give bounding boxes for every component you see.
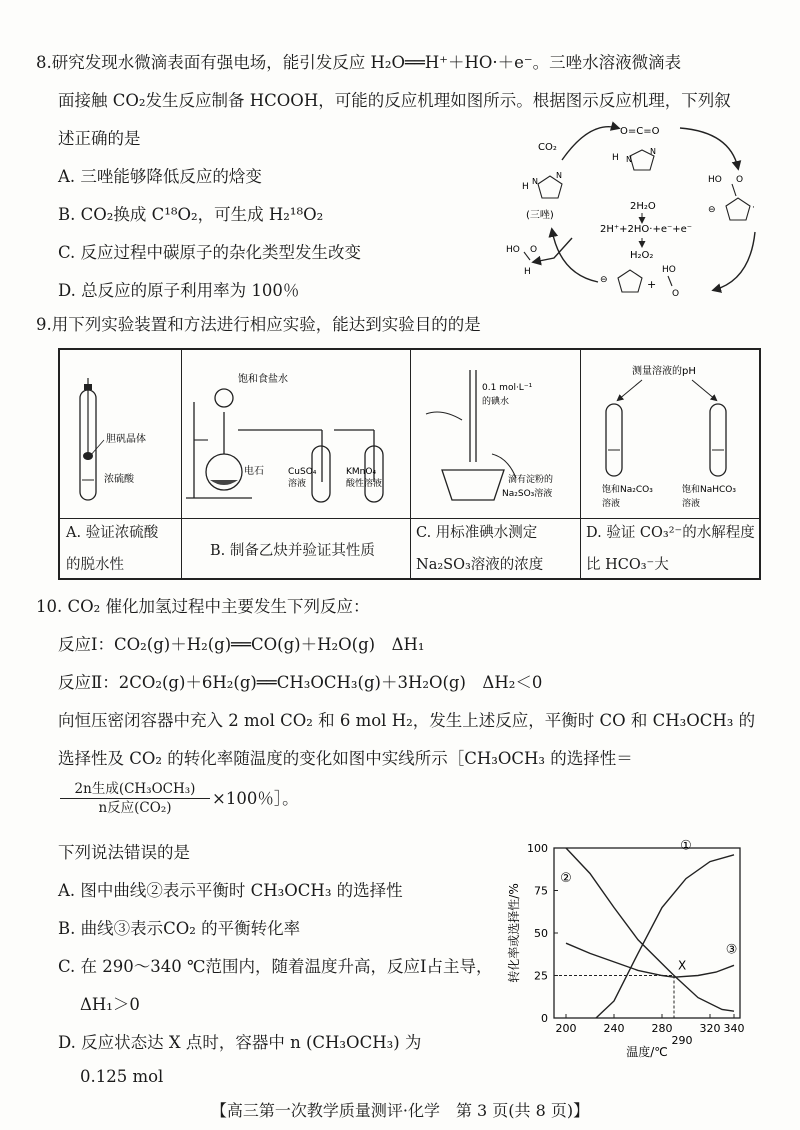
cell-c-caption-2: Na₂SO₃溶液的浓度 xyxy=(416,557,544,573)
y-tick-label: 50 xyxy=(534,927,548,940)
svg-text:测量溶液的pH: 测量溶液的pH xyxy=(632,366,696,377)
svg-text:O: O xyxy=(736,175,744,185)
mechanism-diagram xyxy=(500,112,780,308)
svg-text:H: H xyxy=(524,267,531,277)
q8-stem-line1: 8.研究发现水微滴表面有强电场，能引发反应 H₂O══H⁺＋HO·＋e⁻。三唑水溶液微滴表 xyxy=(36,53,682,72)
svg-text:溶液: 溶液 xyxy=(602,499,621,509)
svg-text:N: N xyxy=(650,147,656,156)
svg-text:H: H xyxy=(612,153,619,163)
svg-text:N: N xyxy=(626,155,632,164)
y-tick-label: 100 xyxy=(527,842,548,855)
apparatus-d xyxy=(582,350,762,518)
x-tick-label: 200 xyxy=(555,1022,577,1035)
label-copper-sulfate-crystal: 胆矾晶体 xyxy=(106,434,146,445)
q10-option-c-cont: ΔH₁＞0 xyxy=(80,995,140,1014)
q10-paragraph-line2: 选择性及 CO₂ 的转化率随温度的变化如图中实线所示［CH₃OCH₃ 的选择性＝ xyxy=(58,749,633,768)
q8-option-c: C. 反应过程中碳原子的杂化类型发生改变 xyxy=(58,243,362,262)
svg-text:KMnO₄: KMnO₄ xyxy=(346,467,377,477)
selectivity-fraction xyxy=(60,780,210,817)
fraction-denominator: n反应(CO₂) xyxy=(98,800,172,816)
svg-text:饱和Na₂CO₃: 饱和Na₂CO₃ xyxy=(602,485,653,495)
svg-text:HO: HO xyxy=(506,245,520,255)
q8-option-a: A. 三唑能够降低反应的焓变 xyxy=(58,167,262,186)
x-tick-label: 320 xyxy=(699,1022,721,1035)
svg-text:O: O xyxy=(672,289,680,299)
q10-option-a: A. 图中曲线②表示平衡时 CH₃OCH₃ 的选择性 xyxy=(58,881,403,900)
q10-reaction-1: 反应Ⅰ：CO₂(g)＋H₂(g)══CO(g)＋H₂O(g) ΔH₁ xyxy=(58,635,425,654)
q10-option-d-cont: 0.125 mol xyxy=(80,1067,164,1086)
center-h2o2: H₂O₂ xyxy=(630,250,654,261)
series-label-1: ① xyxy=(680,838,692,854)
cell-d-caption-2: 比 HCO₃⁻大 xyxy=(586,557,669,573)
svg-text:滴有淀粉的: 滴有淀粉的 xyxy=(508,475,554,485)
fraction-numerator: 2n生成(CH₃OCH₃) xyxy=(60,780,210,799)
series-line-1 xyxy=(596,855,734,1018)
top-co2-molecule: O=C=O xyxy=(620,126,660,137)
svg-text:O: O xyxy=(530,245,538,255)
center-2h2o: 2H₂O xyxy=(630,201,656,212)
q8-stem-line3: 述正确的是 xyxy=(58,129,141,148)
svg-text:N: N xyxy=(556,171,562,180)
svg-text:⊖: ⊖ xyxy=(708,205,716,215)
q10-option-b: B. 曲线③表示CO₂ 的平衡转化率 xyxy=(58,919,301,938)
svg-text:0.1 mol·L⁻¹: 0.1 mol·L⁻¹ xyxy=(482,383,533,393)
cell-d-caption-1: D. 验证 CO₃²⁻的水解程度 xyxy=(586,525,755,541)
page-footer: 【高三第一次教学质量测评·化学 第 3 页(共 8 页)】 xyxy=(210,1101,590,1120)
apparatus-b xyxy=(182,350,410,518)
apparatus-a xyxy=(60,350,181,518)
selectivity-conversion-chart xyxy=(500,838,770,1060)
center-equation: 2H⁺+2HO·+e⁻+e⁻ xyxy=(600,224,693,235)
q10-ask: 下列说法错误的是 xyxy=(58,843,190,862)
svg-text:HO: HO xyxy=(662,265,676,275)
label-conc-sulfuric-acid: 浓硫酸 xyxy=(104,474,134,485)
q10-reaction-2: 反应Ⅱ：2CO₂(g)＋6H₂(g)══CH₃OCH₃(g)＋3H₂O(g) ΔH₂＜0 xyxy=(58,673,543,692)
svg-text:饱和NaHCO₃: 饱和NaHCO₃ xyxy=(682,485,736,495)
q8-option-d: D. 总反应的原子利用率为 100％ xyxy=(58,281,300,300)
q10-stem: 10. CO₂ 催化加氢过程中主要发生下列反应： xyxy=(36,597,370,616)
label-saturated-brine: 饱和食盐水 xyxy=(238,374,288,385)
plot-frame xyxy=(554,848,740,1018)
point-x-label: X xyxy=(678,958,687,973)
svg-text:·: · xyxy=(752,203,755,213)
y-tick-label: 75 xyxy=(534,884,548,898)
svg-text:+: + xyxy=(647,278,657,291)
y-tick-label: 0 xyxy=(541,1012,548,1025)
svg-text:H: H xyxy=(522,182,529,192)
x-axis-label: 温度/℃ xyxy=(626,1045,668,1059)
svg-text:溶液: 溶液 xyxy=(288,479,307,489)
svg-text:HO: HO xyxy=(708,175,722,185)
q10-paragraph-line1: 向恒压密闭容器中充入 2 mol CO₂ 和 6 mol H₂，发生上述反应，平衡时 CO 和 CH₃OCH₃ 的 xyxy=(58,711,756,730)
triazole-label: (三唑) xyxy=(526,210,554,221)
series-label-2: ② xyxy=(560,871,572,886)
svg-text:N: N xyxy=(532,177,538,186)
series-line-3 xyxy=(566,943,734,977)
x-tick-label: 290 xyxy=(671,1034,693,1047)
cell-a-caption-2: 的脱水性 xyxy=(66,557,124,573)
y-axis-label: 转化率或选择性/% xyxy=(507,883,521,983)
label-calcium-carbide: 电石 xyxy=(244,466,264,477)
svg-text:酸性溶液: 酸性溶液 xyxy=(346,479,383,489)
svg-text:溶液: 溶液 xyxy=(682,499,701,509)
q8-stem-line2: 面接触 CO₂发生反应制备 HCOOH，可能的反应机理如图所示。根据图示反应机理，下列叙 xyxy=(58,91,731,110)
q10-option-c: C. 在 290～340 ℃范围内，随着温度升高，反应Ⅰ占主导， xyxy=(58,957,493,976)
q9-stem: 9.用下列实验装置和方法进行相应实验，能达到实验目的的是 xyxy=(36,315,481,334)
q10-option-d: D. 反应状态达 X 点时，容器中 n (CH₃OCH₃) 为 xyxy=(58,1033,422,1052)
svg-text:Na₂SO₃溶液: Na₂SO₃溶液 xyxy=(502,489,553,499)
co2-label: CO₂ xyxy=(538,142,557,153)
fraction-tail: ×100％］。 xyxy=(212,789,299,808)
svg-text:CuSO₄: CuSO₄ xyxy=(288,467,317,477)
x-tick-label: 340 xyxy=(723,1022,745,1035)
q8-option-b: B. CO₂换成 C¹⁸O₂，可生成 H₂¹⁸O₂ xyxy=(58,205,324,224)
x-tick-label: 280 xyxy=(651,1022,673,1035)
svg-text:的碘水: 的碘水 xyxy=(482,397,510,407)
cell-c-caption-1: C. 用标准碘水测定 xyxy=(416,525,538,541)
apparatus-c xyxy=(412,350,580,518)
cell-b-caption: B. 制备乙炔并验证其性质 xyxy=(210,543,375,559)
y-tick-label: 25 xyxy=(534,969,548,983)
x-tick-label: 240 xyxy=(603,1022,625,1035)
series-label-3: ③ xyxy=(725,942,738,958)
q9-apparatus-table xyxy=(58,348,761,580)
cell-a-caption-1: A. 验证浓硫酸 xyxy=(66,525,159,541)
svg-text:⊖: ⊖ xyxy=(600,275,608,285)
